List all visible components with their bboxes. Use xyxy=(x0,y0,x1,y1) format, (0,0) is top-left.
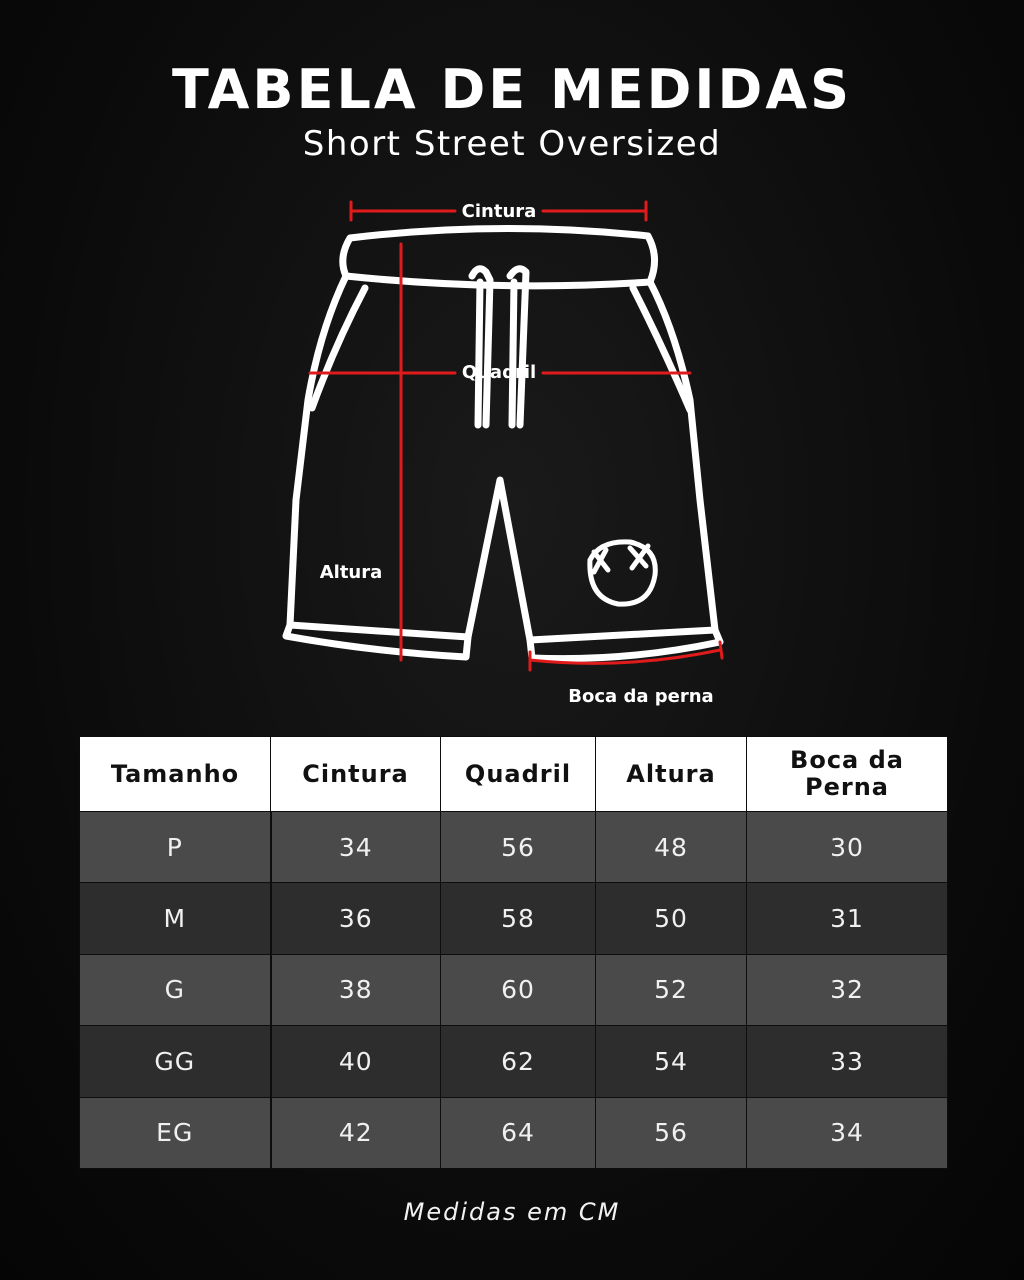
altura-cell: 50 xyxy=(596,883,747,954)
boca-da-perna-cell: 31 xyxy=(747,883,948,954)
table-row xyxy=(80,883,948,954)
cintura-cell: 42 xyxy=(271,1097,441,1168)
column-header-tamanho: Tamanho xyxy=(80,737,271,812)
column-header-cintura: Cintura xyxy=(271,737,441,812)
quadril-cell: 62 xyxy=(441,1026,596,1097)
size-cell: M xyxy=(80,883,271,954)
altura-cell: 52 xyxy=(596,954,747,1025)
cintura-cell: 36 xyxy=(271,883,441,954)
units-note: Medidas em CM xyxy=(403,1198,621,1226)
boca-da-perna-label: Boca da perna xyxy=(568,686,714,707)
quadril-cell: 60 xyxy=(441,954,596,1025)
column-header-quadril: Quadril xyxy=(441,737,596,812)
quadril-label: Quadril xyxy=(461,362,537,383)
boca-da-perna-cell: 33 xyxy=(747,1026,948,1097)
table-row xyxy=(80,1097,948,1168)
size-cell: P xyxy=(80,812,271,883)
table-row xyxy=(80,954,948,1025)
size-cell: EG xyxy=(80,1097,271,1168)
cintura-label: Cintura xyxy=(461,201,537,222)
altura-cell: 56 xyxy=(596,1097,747,1168)
altura-label: Altura xyxy=(319,562,383,583)
altura-cell: 48 xyxy=(596,812,747,883)
size-cell: GG xyxy=(80,1026,271,1097)
boca-da-perna-cell: 30 xyxy=(747,812,948,883)
altura-cell: 54 xyxy=(596,1026,747,1097)
quadril-cell: 58 xyxy=(441,883,596,954)
column-header-boca-da-perna: Boca da Perna xyxy=(747,737,948,812)
table-row xyxy=(80,812,948,883)
smiley-logo-icon xyxy=(590,542,655,604)
boca-da-perna-cell: 34 xyxy=(747,1097,948,1168)
column-header-altura: Altura xyxy=(596,737,747,812)
cintura-cell: 40 xyxy=(271,1026,441,1097)
cintura-cell: 38 xyxy=(271,954,441,1025)
shorts-outline xyxy=(286,228,720,658)
cintura-cell: 34 xyxy=(271,812,441,883)
table-row xyxy=(80,1026,948,1097)
table-header-row xyxy=(80,737,948,812)
page-title: TABELA DE MEDIDAS xyxy=(171,58,853,121)
product-name: Short Street Oversized xyxy=(302,124,722,164)
quadril-cell: 56 xyxy=(441,812,596,883)
size-table xyxy=(79,736,947,1169)
size-cell: G xyxy=(80,954,271,1025)
boca-da-perna-cell: 32 xyxy=(747,954,948,1025)
quadril-cell: 64 xyxy=(441,1097,596,1168)
